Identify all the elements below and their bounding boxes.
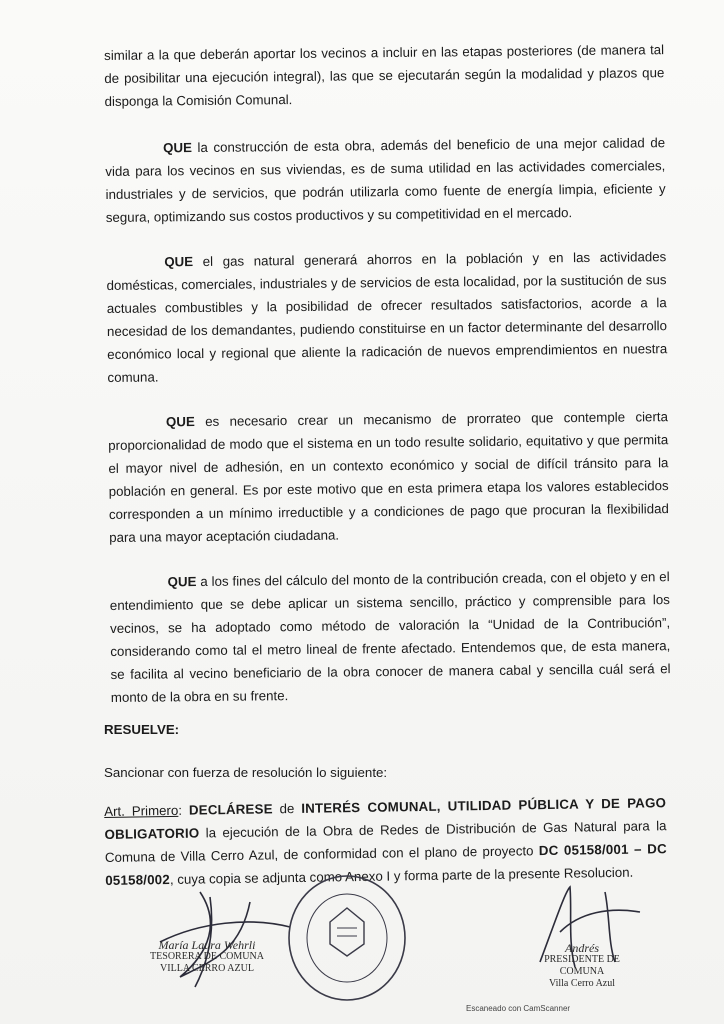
paragraph-text: es necesario crear un mecanismo de prorrateo que contemple cierta proporcionalidad de modo que el sistema en un todo resulte solidario, equitativo y que permita el mayor nivel de adhesión, en un contexto económico y social de difícil tránsito para la población en general. Es por este motivo que en esta primera etapa los valores establecidos corresponden a un mínimo irreductible y a condiciones de pago que procuran la flexibilidad para una mayor aceptación ciudadana. [108, 409, 669, 545]
treasurer-title: TESORERA DE COMUNA [150, 951, 264, 962]
plano-codes-bold: DC 05158/001 – DC 05158/002 [105, 841, 667, 888]
que-keyword: QUE [164, 254, 194, 270]
president-name: Andrés [565, 941, 599, 955]
considerando-paragraph-3 [108, 405, 669, 549]
article-colon: : [178, 802, 190, 818]
treasurer-signature-flourish [140, 882, 300, 992]
president-signature-block [522, 942, 642, 990]
declarese-bold: DECLÁRESE [188, 801, 273, 818]
paragraph-text: la construcción de esta obra, además del beneficio de una mejor calidad de vida para los vecinos en sus viviendas, es de suma utilidad en las actividades comerciales, industriales y de servicios, que podrán utilizarla como fuente de energía limpia, eficiente y segura, optimizando sus costos productivos y su competitividad en el mercado. [105, 135, 666, 225]
commune-seal-stamp [285, 872, 410, 1002]
considerando-paragraph-2 [106, 245, 667, 389]
interes-comunal-bold: INTERÉS COMUNAL, UTILIDAD PÚBLICA Y DE PAGO OBLIGATORIO [104, 795, 667, 842]
considerando-paragraph-4 [110, 565, 671, 709]
continuation-paragraph: similar a la que deberán aportar los vecinos a incluir en las etapas posteriores (de manera tal de posibilitar una ejecución integral), las que se ejecutarán según la modalidad y plazos que disponga la Comisión Comunal. [104, 42, 665, 109]
article-text-3: , cuya copia se adjunta como Anexo I y forma parte de la presente Resolucion. [169, 864, 634, 887]
body-text [104, 38, 671, 709]
president-title: PRESIDENTE DE COMUNA [544, 954, 620, 977]
treasurer-place: VILLA CERRO AZUL [160, 963, 254, 974]
sancionar-line: Sancionar con fuerza de resolución lo siguiente: [104, 765, 388, 780]
considerando-paragraph-1 [105, 131, 666, 229]
article-label: Art. Primero [104, 802, 179, 819]
resuelve-heading: RESUELVE: [104, 722, 180, 737]
paragraph-text: a los fines del cálculo del monto de la contribución creada, con el objeto y en el entendimiento que se debe aplicar un sistema sencillo, práctico y comprensible para los vecinos, se ha adoptado como método de valoración la “Unidad de la Contribución”, considerando como tal el metro lineal de frente afectado. Entendemos que, de esta manera, se facilita al vecino beneficiario de la obra conocer de manera cabal y sencilla cuál será el monto de la obra en su frente. [109, 569, 671, 705]
article-text-2: la ejecución de la Obra de Redes de Distribución de Gas Natural para la Comuna de Villa Cerro Azul, de conformidad con el plano de proyecto [104, 818, 667, 865]
que-keyword: QUE [163, 140, 192, 156]
treasurer-name: María Laura Wehrli [158, 938, 256, 952]
president-place: Villa Cerro Azul [548, 978, 616, 989]
paragraph-text: el gas natural generará ahorros en la población y en las actividades domésticas, comerciales, industriales y de servicios de esta localidad, por la sustitución de sus actuales combustibles y la posibilidad de ofrecer resultados satisfactorios, acorde a la necesidad de los demandantes, pudiendo constituirse en un factor determinante del desarrollo económico local y regional que aliente la radicación de nuevos emprendimientos en nuestra comuna. [106, 249, 668, 385]
que-keyword: QUE [165, 414, 195, 430]
treasurer-signature-block [142, 939, 272, 975]
scanner-watermark: Escaneado con CamScanner [466, 1004, 571, 1013]
que-keyword: QUE [167, 574, 197, 590]
article-text-1: de [272, 800, 302, 817]
